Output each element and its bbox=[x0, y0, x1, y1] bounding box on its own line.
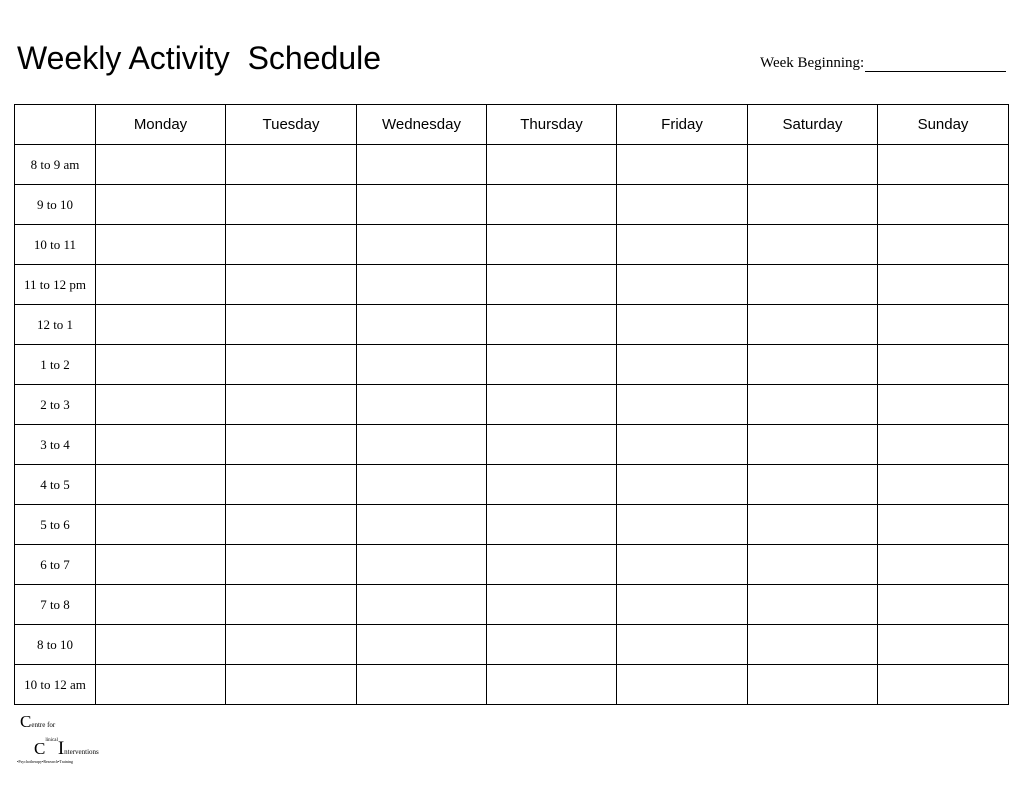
schedule-cell-tuesday[interactable] bbox=[226, 465, 357, 505]
schedule-cell-sunday[interactable] bbox=[878, 305, 1009, 345]
schedule-cell-thursday[interactable] bbox=[487, 425, 617, 465]
schedule-cell-friday[interactable] bbox=[617, 585, 748, 625]
schedule-cell-wednesday[interactable] bbox=[357, 665, 487, 705]
time-slot-label: 3 to 4 bbox=[15, 425, 96, 465]
schedule-cell-saturday[interactable] bbox=[748, 185, 878, 225]
schedule-cell-sunday[interactable] bbox=[878, 145, 1009, 185]
logo-line-1 bbox=[20, 712, 55, 732]
schedule-cell-thursday[interactable] bbox=[487, 505, 617, 545]
schedule-cell-tuesday[interactable] bbox=[226, 145, 357, 185]
schedule-cell-monday[interactable] bbox=[96, 465, 226, 505]
week-beginning-field[interactable] bbox=[760, 55, 1006, 72]
schedule-cell-thursday[interactable] bbox=[487, 585, 617, 625]
schedule-cell-friday[interactable] bbox=[617, 385, 748, 425]
schedule-cell-wednesday[interactable] bbox=[357, 185, 487, 225]
schedule-cell-sunday[interactable] bbox=[878, 625, 1009, 665]
schedule-cell-wednesday[interactable] bbox=[357, 625, 487, 665]
schedule-cell-tuesday[interactable] bbox=[226, 585, 357, 625]
day-header-wednesday: Wednesday bbox=[357, 105, 487, 145]
centre-for-clinical-interventions-logo bbox=[17, 712, 127, 772]
corner-cell bbox=[15, 105, 96, 145]
schedule-cell-friday[interactable] bbox=[617, 425, 748, 465]
time-slot-label: 2 to 3 bbox=[15, 385, 96, 425]
table-row bbox=[15, 665, 1009, 705]
day-header-saturday: Saturday bbox=[748, 105, 878, 145]
schedule-cell-saturday[interactable] bbox=[748, 385, 878, 425]
schedule-cell-saturday[interactable] bbox=[748, 305, 878, 345]
schedule-cell-friday[interactable] bbox=[617, 465, 748, 505]
schedule-cell-saturday[interactable] bbox=[748, 505, 878, 545]
schedule-cell-wednesday[interactable] bbox=[357, 425, 487, 465]
schedule-cell-monday[interactable] bbox=[96, 305, 226, 345]
time-slot-label: 9 to 10 bbox=[15, 185, 96, 225]
schedule-cell-saturday[interactable] bbox=[748, 585, 878, 625]
time-slot-label: 12 to 1 bbox=[15, 305, 96, 345]
schedule-cell-tuesday[interactable] bbox=[226, 665, 357, 705]
table-row bbox=[15, 545, 1009, 585]
schedule-cell-tuesday[interactable] bbox=[226, 505, 357, 545]
table-row bbox=[15, 185, 1009, 225]
table-row bbox=[15, 145, 1009, 185]
schedule-cell-tuesday[interactable] bbox=[226, 545, 357, 585]
schedule-cell-monday[interactable] bbox=[96, 505, 226, 545]
schedule-cell-monday[interactable] bbox=[96, 185, 226, 225]
schedule-cell-monday[interactable] bbox=[96, 625, 226, 665]
schedule-cell-wednesday[interactable] bbox=[357, 305, 487, 345]
schedule-cell-tuesday[interactable] bbox=[226, 185, 357, 225]
time-slot-label: 4 to 5 bbox=[15, 465, 96, 505]
day-header-friday: Friday bbox=[617, 105, 748, 145]
schedule-cell-sunday[interactable] bbox=[878, 505, 1009, 545]
schedule-cell-wednesday[interactable] bbox=[357, 385, 487, 425]
schedule-cell-friday[interactable] bbox=[617, 185, 748, 225]
schedule-cell-thursday[interactable] bbox=[487, 545, 617, 585]
schedule-cell-sunday[interactable] bbox=[878, 465, 1009, 505]
schedule-cell-sunday[interactable] bbox=[878, 425, 1009, 465]
schedule-cell-wednesday[interactable] bbox=[357, 265, 487, 305]
schedule-cell-monday[interactable] bbox=[96, 345, 226, 385]
schedule-cell-saturday[interactable] bbox=[748, 625, 878, 665]
schedule-cell-friday[interactable] bbox=[617, 145, 748, 185]
schedule-cell-thursday[interactable] bbox=[487, 185, 617, 225]
schedule-cell-tuesday[interactable] bbox=[226, 225, 357, 265]
time-slot-label: 7 to 8 bbox=[15, 585, 96, 625]
table-row bbox=[15, 465, 1009, 505]
schedule-cell-saturday[interactable] bbox=[748, 425, 878, 465]
schedule-cell-monday[interactable] bbox=[96, 385, 226, 425]
table-row bbox=[15, 425, 1009, 465]
schedule-table bbox=[14, 104, 1009, 705]
schedule-cell-monday[interactable] bbox=[96, 545, 226, 585]
schedule-cell-thursday[interactable] bbox=[487, 385, 617, 425]
schedule-cell-thursday[interactable] bbox=[487, 225, 617, 265]
logo-initial-i: I bbox=[57, 738, 65, 759]
schedule-cell-wednesday[interactable] bbox=[357, 345, 487, 385]
schedule-cell-tuesday[interactable] bbox=[226, 385, 357, 425]
schedule-cell-tuesday[interactable] bbox=[226, 425, 357, 465]
schedule-cell-saturday[interactable] bbox=[748, 345, 878, 385]
schedule-cell-wednesday[interactable] bbox=[357, 545, 487, 585]
schedule-cell-thursday[interactable] bbox=[487, 145, 617, 185]
schedule-cell-wednesday[interactable] bbox=[357, 505, 487, 545]
week-beginning-label: Week Beginning: bbox=[760, 55, 865, 71]
header-row bbox=[15, 105, 1009, 145]
schedule-cell-wednesday[interactable] bbox=[357, 225, 487, 265]
page-title: Weekly Activity Schedule bbox=[17, 40, 382, 76]
schedule-cell-sunday[interactable] bbox=[878, 585, 1009, 625]
time-slot-label: 8 to 10 bbox=[15, 625, 96, 665]
time-slot-label: 6 to 7 bbox=[15, 545, 96, 585]
schedule-cell-friday[interactable] bbox=[617, 265, 748, 305]
schedule-cell-sunday[interactable] bbox=[878, 225, 1009, 265]
schedule-cell-friday[interactable] bbox=[617, 305, 748, 345]
logo-text-linical: linical bbox=[45, 738, 58, 743]
logo-initial-c: C bbox=[20, 712, 32, 731]
table-row bbox=[15, 265, 1009, 305]
schedule-cell-wednesday[interactable] bbox=[357, 145, 487, 185]
week-beginning-blank-line[interactable] bbox=[865, 55, 1006, 72]
schedule-cell-wednesday[interactable] bbox=[357, 585, 487, 625]
schedule-cell-thursday[interactable] bbox=[487, 625, 617, 665]
schedule-cell-sunday[interactable] bbox=[878, 265, 1009, 305]
schedule-cell-sunday[interactable] bbox=[878, 345, 1009, 385]
logo-tagline: •Psychotherapy•Research•Training bbox=[17, 759, 74, 764]
schedule-cell-thursday[interactable] bbox=[487, 265, 617, 305]
schedule-cell-monday[interactable] bbox=[96, 225, 226, 265]
schedule-cell-friday[interactable] bbox=[617, 505, 748, 545]
day-header-tuesday: Tuesday bbox=[226, 105, 357, 145]
schedule-cell-tuesday[interactable] bbox=[226, 265, 357, 305]
schedule-cell-saturday[interactable] bbox=[748, 465, 878, 505]
day-header-monday: Monday bbox=[96, 105, 226, 145]
table-row bbox=[15, 225, 1009, 265]
schedule-cell-saturday[interactable] bbox=[748, 145, 878, 185]
schedule-cell-thursday[interactable] bbox=[487, 305, 617, 345]
schedule-cell-saturday[interactable] bbox=[748, 545, 878, 585]
schedule-cell-sunday[interactable] bbox=[878, 385, 1009, 425]
schedule-cell-thursday[interactable] bbox=[487, 665, 617, 705]
table-row bbox=[15, 505, 1009, 545]
schedule-cell-saturday[interactable] bbox=[748, 225, 878, 265]
time-slot-label: 5 to 6 bbox=[15, 505, 96, 545]
logo-text-nterventions: nterventions bbox=[64, 748, 99, 756]
time-slot-label: 10 to 11 bbox=[15, 225, 96, 265]
schedule-cell-thursday[interactable] bbox=[487, 345, 617, 385]
schedule-cell-saturday[interactable] bbox=[748, 665, 878, 705]
time-slot-label: 10 to 12 am bbox=[15, 665, 96, 705]
schedule-cell-tuesday[interactable] bbox=[226, 345, 357, 385]
logo-line-2 bbox=[34, 738, 99, 760]
schedule-cell-friday[interactable] bbox=[617, 665, 748, 705]
schedule-cell-tuesday[interactable] bbox=[226, 305, 357, 345]
schedule-cell-sunday[interactable] bbox=[878, 545, 1009, 585]
day-header-sunday: Sunday bbox=[878, 105, 1009, 145]
schedule-cell-sunday[interactable] bbox=[878, 665, 1009, 705]
schedule-cell-friday[interactable] bbox=[617, 545, 748, 585]
table-row bbox=[15, 625, 1009, 665]
logo-text-entre-for: entre for bbox=[31, 721, 56, 729]
schedule-cell-sunday[interactable] bbox=[878, 185, 1009, 225]
time-slot-label: 11 to 12 pm bbox=[15, 265, 96, 305]
schedule-cell-friday[interactable] bbox=[617, 625, 748, 665]
table-row bbox=[15, 585, 1009, 625]
schedule-cell-wednesday[interactable] bbox=[357, 465, 487, 505]
time-slot-label: 1 to 2 bbox=[15, 345, 96, 385]
schedule-cell-friday[interactable] bbox=[617, 345, 748, 385]
schedule-cell-friday[interactable] bbox=[617, 225, 748, 265]
time-slot-label: 8 to 9 am bbox=[15, 145, 96, 185]
schedule-cell-monday[interactable] bbox=[96, 665, 226, 705]
table-row bbox=[15, 345, 1009, 385]
schedule-cell-monday[interactable] bbox=[96, 585, 226, 625]
table-row bbox=[15, 385, 1009, 425]
schedule-cell-monday[interactable] bbox=[96, 265, 226, 305]
schedule-cell-saturday[interactable] bbox=[748, 265, 878, 305]
table-row bbox=[15, 305, 1009, 345]
schedule-cell-monday[interactable] bbox=[96, 145, 226, 185]
schedule-body bbox=[15, 145, 1009, 705]
logo-initial-c2: C bbox=[34, 739, 46, 758]
schedule-cell-monday[interactable] bbox=[96, 425, 226, 465]
day-header-thursday: Thursday bbox=[487, 105, 617, 145]
schedule-cell-tuesday[interactable] bbox=[226, 625, 357, 665]
schedule-cell-thursday[interactable] bbox=[487, 465, 617, 505]
